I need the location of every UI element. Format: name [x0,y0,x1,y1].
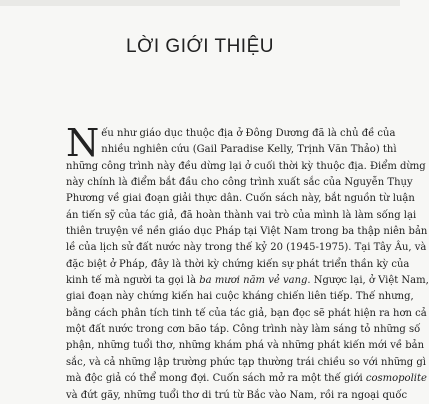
text-line: sắc, và cả những lập trường phức tạp thường trái chiều so với những gì [66,356,426,368]
text-line: giai đoạn này chứng kiến hai cuộc kháng chiến liên tiếp. Thế nhưng, [66,291,414,303]
text-line [66,371,427,387]
text-line-tail: . Ngược lại, ở Việt Nam, [307,275,429,287]
text-line: thiên truyện về nền giáo dục Pháp tại Việt Nam trong ba thập niên bản [66,226,428,238]
paragraph [66,121,429,404]
page-top-edge [0,0,400,6]
body-text [66,121,429,404]
text-line: một đất nước trong cơn bão táp. Công trình này làm sáng tỏ những số [66,324,421,336]
text-line: và đứt gãy, những tuổi thơ di trú từ Bắc vào Nam, rồi ra ngoại quốc [66,389,408,401]
text-line [66,273,429,289]
italic-phrase: ba mươi năm vẻ vang [199,275,308,287]
drop-cap: N [66,121,100,165]
text-line: bằng cách phân tích tinh tế của tác giả, bạn đọc sẽ phát hiện ra hơn cả [66,307,427,319]
text-line-head: kinh tế mà người ta gọi là [66,275,200,287]
text-line-head: mà độc giả có thể mong đợi. Cuốn sách mở ra một thế giới [66,373,366,385]
text-line: án tiến sỹ của tác giả, đã hoàn thành vai trò của mình là làm sống lại [66,209,417,221]
page-title: LỜI GIỚI THIỆU [126,36,274,57]
text-line: những công trình này đều dừng lại ở cuối thời kỳ thuộc địa. Điểm dừng [66,160,426,172]
italic-word: cosmopolite [365,373,427,385]
text-line: này chính là điểm bắt đầu cho công trình xuất sắc của Nguyễn Thụy [66,177,413,189]
text-line: phận, những tuổi thơ, những khám phá và những phát kiến mới về bản [66,340,425,352]
text-line: nhiều nghiên cứu (Gail Paradise Kelly, Trịnh Văn Thảo) thì [101,144,397,156]
text-line: Phương về giai đoạn giải thực dân. Cuốn sách này, bắt nguồn từ luận [66,193,415,205]
text-line: lề của lịch sử đất nước này trong thế kỷ 20 (1945-1975). Tại Tây Âu, và [66,242,427,254]
text-line: ếu như giáo dục thuộc địa ở Đông Dương đã là chủ đề của [101,128,396,139]
text-line: đặc biệt ở Pháp, đây là thời kỳ chứng kiến sự phát triển thần kỳ của [66,258,410,270]
